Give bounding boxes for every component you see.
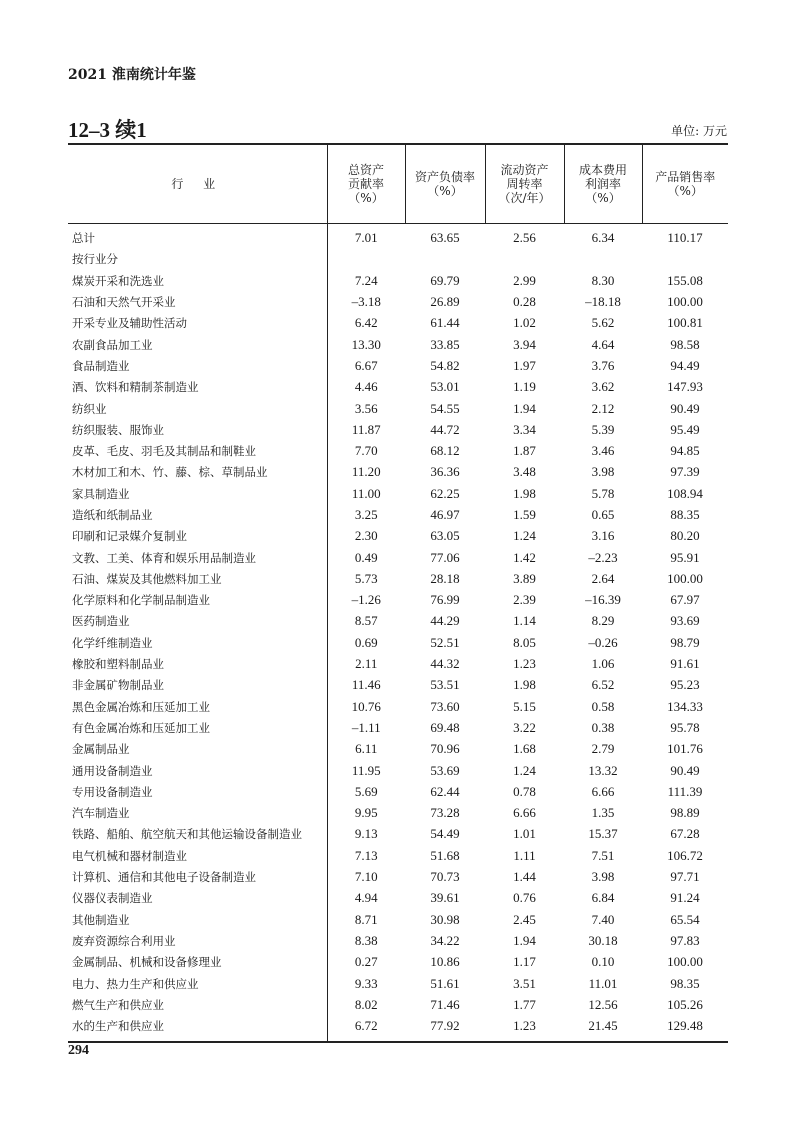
current-asset-turnover-cell: 2.39 bbox=[513, 592, 536, 608]
debt-ratio-cell: 53.01 bbox=[430, 379, 460, 395]
industry-name-cell: 造纸和纸制品业 bbox=[68, 504, 327, 525]
cost-profit-ratio-cell: 0.58 bbox=[591, 698, 615, 714]
table-row bbox=[68, 419, 728, 440]
table-row bbox=[68, 377, 728, 398]
debt-ratio-cell: 70.73 bbox=[430, 869, 460, 885]
unit-label: 单位: 万元 bbox=[671, 124, 727, 138]
sales-ratio-cell: 93.69 bbox=[670, 613, 700, 629]
table-row bbox=[68, 483, 728, 504]
current-asset-turnover-cell: 1.02 bbox=[513, 315, 536, 331]
industry-name-cell: 皮革、毛皮、羽毛及其制品和制鞋业 bbox=[68, 440, 327, 461]
table-row bbox=[68, 994, 728, 1015]
asset-contribution-cell: 4.94 bbox=[354, 890, 378, 906]
cost-profit-ratio-cell: 1.35 bbox=[591, 805, 615, 821]
col-header-industry: 行 业 bbox=[171, 176, 224, 191]
sales-ratio-cell: 98.35 bbox=[670, 975, 700, 991]
debt-ratio-cell: 36.36 bbox=[430, 464, 460, 480]
sales-ratio-cell: 100.00 bbox=[667, 294, 703, 310]
col-header-debt-ratio: 资产负债率 （%） bbox=[405, 144, 485, 223]
cost-profit-ratio-cell: 3.76 bbox=[591, 357, 615, 373]
industry-name-cell: 酒、饮料和精制茶制造业 bbox=[68, 377, 327, 398]
sales-ratio-cell: 155.08 bbox=[667, 272, 703, 288]
table-row bbox=[68, 462, 728, 483]
sales-ratio-cell: 108.94 bbox=[667, 485, 703, 501]
cost-profit-ratio-cell: 3.98 bbox=[591, 464, 615, 480]
debt-ratio-cell: 76.99 bbox=[430, 592, 460, 608]
industry-name-cell: 食品制造业 bbox=[68, 355, 327, 376]
asset-contribution-cell: 9.33 bbox=[354, 975, 378, 991]
current-asset-turnover-cell: 1.77 bbox=[513, 996, 536, 1012]
asset-contribution-cell: 7.01 bbox=[354, 230, 378, 246]
sales-ratio-cell: 97.83 bbox=[670, 932, 700, 948]
table-row bbox=[68, 781, 728, 802]
industry-name-cell: 医药制造业 bbox=[68, 611, 327, 632]
current-asset-turnover-cell: 3.22 bbox=[513, 719, 536, 735]
sales-ratio-cell: 65.54 bbox=[670, 911, 700, 927]
debt-ratio-cell: 30.98 bbox=[430, 911, 460, 927]
cost-profit-ratio-cell: 0.38 bbox=[591, 719, 615, 735]
sales-ratio-cell bbox=[642, 249, 728, 270]
industry-name-cell: 橡胶和塑料制品业 bbox=[68, 653, 327, 674]
asset-contribution-cell: 0.27 bbox=[354, 954, 378, 970]
cost-profit-ratio-cell: 3.46 bbox=[591, 443, 615, 459]
current-asset-turnover-cell: 1.01 bbox=[513, 826, 536, 842]
current-asset-turnover-cell: 1.59 bbox=[513, 507, 536, 522]
asset-contribution-cell: 4.46 bbox=[354, 379, 378, 395]
current-asset-turnover-cell: 2.56 bbox=[513, 230, 536, 246]
industry-name-cell: 石油和天然气开采业 bbox=[68, 291, 327, 312]
industry-indicators-table bbox=[68, 143, 728, 1043]
asset-contribution-cell: 6.72 bbox=[354, 1018, 378, 1034]
current-asset-turnover-cell: 1.14 bbox=[513, 613, 536, 629]
table-row bbox=[68, 504, 728, 525]
sales-ratio-cell: 100.81 bbox=[667, 315, 703, 331]
debt-ratio-cell: 73.60 bbox=[430, 698, 460, 714]
sales-ratio-cell: 94.85 bbox=[670, 443, 700, 459]
page-number: 294 bbox=[68, 1043, 89, 1058]
current-asset-turnover-cell: 1.19 bbox=[513, 379, 536, 395]
table-row bbox=[68, 717, 728, 738]
industry-name-cell: 其他制造业 bbox=[68, 909, 327, 930]
debt-ratio-cell: 54.49 bbox=[430, 826, 460, 842]
cost-profit-ratio-cell: 3.62 bbox=[591, 379, 615, 395]
cost-profit-ratio-cell: 0.65 bbox=[591, 507, 615, 522]
table-title: 12–3 续1 bbox=[68, 118, 147, 142]
sales-ratio-cell: 129.48 bbox=[667, 1018, 703, 1034]
asset-contribution-cell: 7.13 bbox=[354, 847, 378, 863]
industry-name-cell: 纺织业 bbox=[68, 398, 327, 419]
industry-name-cell: 电力、热力生产和供应业 bbox=[68, 973, 327, 994]
debt-ratio-cell: 54.55 bbox=[430, 400, 460, 416]
cost-profit-ratio-cell: 15.37 bbox=[588, 826, 618, 842]
cost-profit-ratio-cell: 6.84 bbox=[591, 890, 615, 906]
current-asset-turnover-cell: 3.48 bbox=[513, 464, 536, 480]
current-asset-turnover-cell: 0.78 bbox=[513, 783, 536, 799]
cost-profit-ratio-cell: 6.66 bbox=[591, 783, 615, 799]
industry-name-cell: 印刷和记录媒介复制业 bbox=[68, 526, 327, 547]
table-row bbox=[68, 739, 728, 760]
debt-ratio-cell bbox=[405, 249, 485, 270]
debt-ratio-cell: 62.44 bbox=[430, 783, 460, 799]
current-asset-turnover-cell: 1.98 bbox=[513, 485, 536, 501]
cost-profit-ratio-cell: –18.18 bbox=[585, 294, 621, 310]
current-asset-turnover-cell: 1.23 bbox=[513, 1018, 536, 1034]
asset-contribution-cell: 8.71 bbox=[354, 911, 378, 927]
table-row bbox=[68, 632, 728, 653]
cost-profit-ratio-cell: 7.40 bbox=[591, 911, 615, 927]
debt-ratio-cell: 62.25 bbox=[430, 485, 460, 501]
cost-profit-ratio-cell: 0.10 bbox=[591, 954, 615, 970]
col-header-sales-ratio: 产品销售率 （%） bbox=[642, 144, 728, 223]
table-row bbox=[68, 355, 728, 376]
cost-profit-ratio-cell: 8.30 bbox=[591, 272, 615, 288]
industry-name-cell: 专用设备制造业 bbox=[68, 781, 327, 802]
table-row bbox=[68, 611, 728, 632]
table-row bbox=[68, 1015, 728, 1041]
table-row bbox=[68, 568, 728, 589]
table-row bbox=[68, 888, 728, 909]
industry-name-cell: 金属制品业 bbox=[68, 739, 327, 760]
sales-ratio-cell: 80.20 bbox=[670, 528, 700, 544]
debt-ratio-cell: 10.86 bbox=[430, 954, 460, 970]
sales-ratio-cell: 95.23 bbox=[670, 677, 700, 693]
industry-name-cell: 煤炭开采和洗选业 bbox=[68, 270, 327, 291]
cost-profit-ratio-cell: 7.51 bbox=[591, 847, 615, 863]
industry-name-cell: 化学纤维制造业 bbox=[68, 632, 327, 653]
cost-profit-ratio-cell: –2.23 bbox=[588, 549, 618, 565]
industry-name-cell: 水的生产和供应业 bbox=[68, 1015, 327, 1041]
current-asset-turnover-cell: 1.17 bbox=[513, 954, 536, 970]
sales-ratio-cell: 67.97 bbox=[670, 592, 700, 608]
industry-name-cell: 木材加工和木、竹、藤、棕、草制品业 bbox=[68, 462, 327, 483]
table-row bbox=[68, 547, 728, 568]
cost-profit-ratio-cell: 21.45 bbox=[588, 1018, 618, 1034]
debt-ratio-cell: 44.72 bbox=[430, 421, 460, 437]
asset-contribution-cell: 6.11 bbox=[355, 741, 378, 757]
current-asset-turnover-cell: 1.11 bbox=[513, 847, 536, 863]
cost-profit-ratio-cell: 13.32 bbox=[588, 762, 618, 778]
debt-ratio-cell: 51.61 bbox=[430, 975, 460, 991]
industry-name-cell: 废弃资源综合利用业 bbox=[68, 930, 327, 951]
current-asset-turnover-cell: 2.99 bbox=[513, 272, 536, 288]
table-row bbox=[68, 973, 728, 994]
cost-profit-ratio-cell: 6.34 bbox=[591, 230, 615, 246]
cost-profit-ratio-cell: 2.64 bbox=[591, 570, 615, 586]
sales-ratio-cell: 88.35 bbox=[670, 507, 700, 522]
sales-ratio-cell: 94.49 bbox=[670, 357, 700, 373]
asset-contribution-cell: 7.70 bbox=[354, 443, 378, 459]
debt-ratio-cell: 34.22 bbox=[430, 932, 460, 948]
current-asset-turnover-cell: 1.94 bbox=[513, 400, 536, 416]
industry-name-cell: 非金属矿物制品业 bbox=[68, 675, 327, 696]
debt-ratio-cell: 70.96 bbox=[430, 741, 460, 757]
debt-ratio-cell: 28.18 bbox=[430, 570, 460, 586]
sales-ratio-cell: 95.49 bbox=[670, 421, 700, 437]
debt-ratio-cell: 69.48 bbox=[430, 719, 460, 735]
cost-profit-ratio-cell: 12.56 bbox=[588, 996, 618, 1012]
industry-name-cell: 化学原料和化学制品制造业 bbox=[68, 590, 327, 611]
debt-ratio-cell: 68.12 bbox=[430, 443, 460, 459]
asset-contribution-cell: 5.69 bbox=[354, 783, 378, 799]
asset-contribution-cell: 3.25 bbox=[354, 507, 378, 522]
asset-contribution-cell: 7.24 bbox=[354, 272, 378, 288]
industry-name-cell: 纺织服装、服饰业 bbox=[68, 419, 327, 440]
industry-name-cell: 黑色金属冶炼和压延加工业 bbox=[68, 696, 327, 717]
debt-ratio-cell: 61.44 bbox=[430, 315, 460, 331]
table-row bbox=[68, 845, 728, 866]
asset-contribution-cell: 9.95 bbox=[354, 805, 378, 821]
cost-profit-ratio-cell: 3.98 bbox=[591, 869, 615, 885]
industry-name-cell: 按行业分 bbox=[68, 249, 327, 270]
debt-ratio-cell: 63.05 bbox=[430, 528, 460, 544]
sales-ratio-cell: 105.26 bbox=[667, 996, 703, 1012]
asset-contribution-cell: 6.67 bbox=[354, 357, 378, 373]
asset-contribution-cell: 11.95 bbox=[351, 762, 381, 778]
asset-contribution-cell: 9.13 bbox=[354, 826, 378, 842]
asset-contribution-cell: 13.30 bbox=[351, 336, 381, 352]
asset-contribution-cell: 10.76 bbox=[351, 698, 381, 714]
table-row bbox=[68, 334, 728, 355]
sales-ratio-cell: 100.00 bbox=[667, 954, 703, 970]
cost-profit-ratio-cell: 30.18 bbox=[588, 932, 618, 948]
industry-name-cell: 金属制品、机械和设备修理业 bbox=[68, 952, 327, 973]
current-asset-turnover-cell: 3.51 bbox=[513, 975, 536, 991]
debt-ratio-cell: 77.92 bbox=[430, 1018, 460, 1034]
asset-contribution-cell: 11.20 bbox=[351, 464, 381, 480]
asset-contribution-cell: 5.73 bbox=[354, 570, 378, 586]
sales-ratio-cell: 95.78 bbox=[670, 719, 700, 735]
table-row bbox=[68, 696, 728, 717]
sales-ratio-cell: 91.61 bbox=[670, 656, 700, 672]
sales-ratio-cell: 98.89 bbox=[670, 805, 700, 821]
sales-ratio-cell: 95.91 bbox=[670, 549, 700, 565]
table-row bbox=[68, 952, 728, 973]
sales-ratio-cell: 106.72 bbox=[667, 847, 703, 863]
industry-name-cell: 家具制造业 bbox=[68, 483, 327, 504]
debt-ratio-cell: 53.69 bbox=[430, 762, 460, 778]
industry-name-cell: 计算机、通信和其他电子设备制造业 bbox=[68, 866, 327, 887]
table-row bbox=[68, 930, 728, 951]
current-asset-turnover-cell: 5.15 bbox=[513, 698, 536, 714]
cost-profit-ratio-cell: 11.01 bbox=[588, 975, 618, 991]
asset-contribution-cell: 3.56 bbox=[354, 400, 378, 416]
table-row bbox=[68, 675, 728, 696]
cost-profit-ratio-cell bbox=[564, 249, 642, 270]
sales-ratio-cell: 134.33 bbox=[667, 698, 703, 714]
industry-name-cell: 电气机械和器材制造业 bbox=[68, 845, 327, 866]
header-row bbox=[68, 144, 728, 223]
asset-contribution-cell: 2.30 bbox=[354, 528, 378, 544]
debt-ratio-cell: 44.29 bbox=[430, 613, 460, 629]
current-asset-turnover-cell: 3.89 bbox=[513, 570, 536, 586]
cost-profit-ratio-cell: 6.52 bbox=[591, 677, 615, 693]
table-row bbox=[68, 526, 728, 547]
current-asset-turnover-cell: 1.23 bbox=[513, 656, 536, 672]
asset-contribution-cell: 0.49 bbox=[354, 549, 378, 565]
table-row bbox=[68, 760, 728, 781]
cost-profit-ratio-cell: 5.78 bbox=[591, 485, 615, 501]
asset-contribution-cell: 6.42 bbox=[354, 315, 378, 331]
cost-profit-ratio-cell: 2.79 bbox=[591, 741, 615, 757]
sales-ratio-cell: 97.71 bbox=[670, 869, 700, 885]
asset-contribution-cell: 11.00 bbox=[351, 485, 381, 501]
table-row bbox=[68, 270, 728, 291]
current-asset-turnover-cell: 1.87 bbox=[513, 443, 536, 459]
col-header-current-asset-turnover: 流动资产 周转率 （次/年） bbox=[485, 144, 564, 223]
current-asset-turnover-cell: 1.94 bbox=[513, 932, 536, 948]
table-row bbox=[68, 291, 728, 312]
cost-profit-ratio-cell: 2.12 bbox=[591, 400, 615, 416]
sales-ratio-cell: 90.49 bbox=[670, 762, 700, 778]
running-head: 2021 淮南统计年鉴 bbox=[68, 67, 196, 83]
current-asset-turnover-cell bbox=[485, 249, 564, 270]
debt-ratio-cell: 26.89 bbox=[430, 294, 460, 310]
debt-ratio-cell: 53.51 bbox=[430, 677, 460, 693]
industry-name-cell: 总计 bbox=[68, 223, 327, 249]
cost-profit-ratio-cell: 5.39 bbox=[591, 421, 615, 437]
asset-contribution-cell: –3.18 bbox=[351, 294, 381, 310]
debt-ratio-cell: 54.82 bbox=[430, 357, 460, 373]
asset-contribution-cell: 8.57 bbox=[354, 613, 378, 629]
current-asset-turnover-cell: 0.28 bbox=[513, 294, 536, 310]
debt-ratio-cell: 33.85 bbox=[430, 336, 460, 352]
table-row bbox=[68, 824, 728, 845]
cost-profit-ratio-cell: –0.26 bbox=[588, 634, 618, 650]
current-asset-turnover-cell: 3.94 bbox=[513, 336, 536, 352]
debt-ratio-cell: 39.61 bbox=[430, 890, 460, 906]
sales-ratio-cell: 100.00 bbox=[667, 570, 703, 586]
industry-name-cell: 开采专业及辅助性活动 bbox=[68, 313, 327, 334]
debt-ratio-cell: 71.46 bbox=[430, 996, 460, 1012]
table-row bbox=[68, 398, 728, 419]
industry-name-cell: 仪器仪表制造业 bbox=[68, 888, 327, 909]
table-row bbox=[68, 313, 728, 334]
asset-contribution-cell: 8.38 bbox=[354, 932, 378, 948]
table-row bbox=[68, 249, 728, 270]
industry-name-cell: 文教、工美、体育和娱乐用品制造业 bbox=[68, 547, 327, 568]
asset-contribution-cell: 2.11 bbox=[355, 656, 378, 672]
current-asset-turnover-cell: 1.42 bbox=[513, 549, 536, 565]
sales-ratio-cell: 147.93 bbox=[667, 379, 703, 395]
sales-ratio-cell: 97.39 bbox=[670, 464, 700, 480]
current-asset-turnover-cell: 3.34 bbox=[513, 421, 536, 437]
industry-name-cell: 有色金属冶炼和压延加工业 bbox=[68, 717, 327, 738]
cost-profit-ratio-cell: 3.16 bbox=[591, 528, 615, 544]
sales-ratio-cell: 98.58 bbox=[670, 336, 700, 352]
debt-ratio-cell: 69.79 bbox=[430, 272, 460, 288]
cost-profit-ratio-cell: 8.29 bbox=[591, 613, 615, 629]
sales-ratio-cell: 98.79 bbox=[670, 634, 700, 650]
sales-ratio-cell: 90.49 bbox=[670, 400, 700, 416]
debt-ratio-cell: 73.28 bbox=[430, 805, 460, 821]
current-asset-turnover-cell: 8.05 bbox=[513, 634, 536, 650]
current-asset-turnover-cell: 2.45 bbox=[513, 911, 536, 927]
sales-ratio-cell: 111.39 bbox=[667, 783, 703, 799]
current-asset-turnover-cell: 1.97 bbox=[513, 357, 536, 373]
debt-ratio-cell: 63.65 bbox=[430, 230, 460, 246]
debt-ratio-cell: 44.32 bbox=[430, 656, 460, 672]
cost-profit-ratio-cell: 4.64 bbox=[591, 336, 615, 352]
table-row bbox=[68, 440, 728, 461]
current-asset-turnover-cell: 1.24 bbox=[513, 528, 536, 544]
table-row bbox=[68, 866, 728, 887]
current-asset-turnover-cell: 0.76 bbox=[513, 890, 536, 906]
sales-ratio-cell: 91.24 bbox=[670, 890, 700, 906]
debt-ratio-cell: 46.97 bbox=[430, 507, 460, 522]
asset-contribution-cell bbox=[327, 249, 405, 270]
current-asset-turnover-cell: 1.98 bbox=[513, 677, 536, 693]
debt-ratio-cell: 51.68 bbox=[430, 847, 460, 863]
current-asset-turnover-cell: 6.66 bbox=[513, 805, 536, 821]
industry-name-cell: 农副食品加工业 bbox=[68, 334, 327, 355]
table-row bbox=[68, 909, 728, 930]
asset-contribution-cell: 11.46 bbox=[351, 677, 381, 693]
table-row bbox=[68, 653, 728, 674]
industry-name-cell: 燃气生产和供应业 bbox=[68, 994, 327, 1015]
asset-contribution-cell: 7.10 bbox=[354, 869, 378, 885]
asset-contribution-cell: 11.87 bbox=[351, 421, 381, 437]
col-header-asset-contribution: 总资产 贡献率 （%） bbox=[327, 144, 405, 223]
current-asset-turnover-cell: 1.24 bbox=[513, 762, 536, 778]
cost-profit-ratio-cell: 1.06 bbox=[591, 656, 615, 672]
col-header-cost-profit-ratio: 成本费用 利润率 （%） bbox=[564, 144, 642, 223]
asset-contribution-cell: 0.69 bbox=[354, 634, 378, 650]
table-row bbox=[68, 590, 728, 611]
industry-name-cell: 石油、煤炭及其他燃料加工业 bbox=[68, 568, 327, 589]
debt-ratio-cell: 52.51 bbox=[430, 634, 460, 650]
asset-contribution-cell: –1.11 bbox=[351, 719, 381, 735]
current-asset-turnover-cell: 1.68 bbox=[513, 741, 536, 757]
industry-name-cell: 汽车制造业 bbox=[68, 803, 327, 824]
cost-profit-ratio-cell: 5.62 bbox=[591, 315, 615, 331]
sales-ratio-cell: 101.76 bbox=[667, 741, 703, 757]
current-asset-turnover-cell: 1.44 bbox=[513, 869, 536, 885]
industry-name-cell: 通用设备制造业 bbox=[68, 760, 327, 781]
table-row bbox=[68, 803, 728, 824]
debt-ratio-cell: 77.06 bbox=[430, 549, 460, 565]
asset-contribution-cell: –1.26 bbox=[351, 592, 381, 608]
cost-profit-ratio-cell: –16.39 bbox=[585, 592, 621, 608]
sales-ratio-cell: 110.17 bbox=[667, 230, 703, 246]
table-row bbox=[68, 223, 728, 249]
industry-name-cell: 铁路、船舶、航空航天和其他运输设备制造业 bbox=[68, 824, 327, 845]
sales-ratio-cell: 67.28 bbox=[670, 826, 700, 842]
asset-contribution-cell: 8.02 bbox=[354, 996, 378, 1012]
